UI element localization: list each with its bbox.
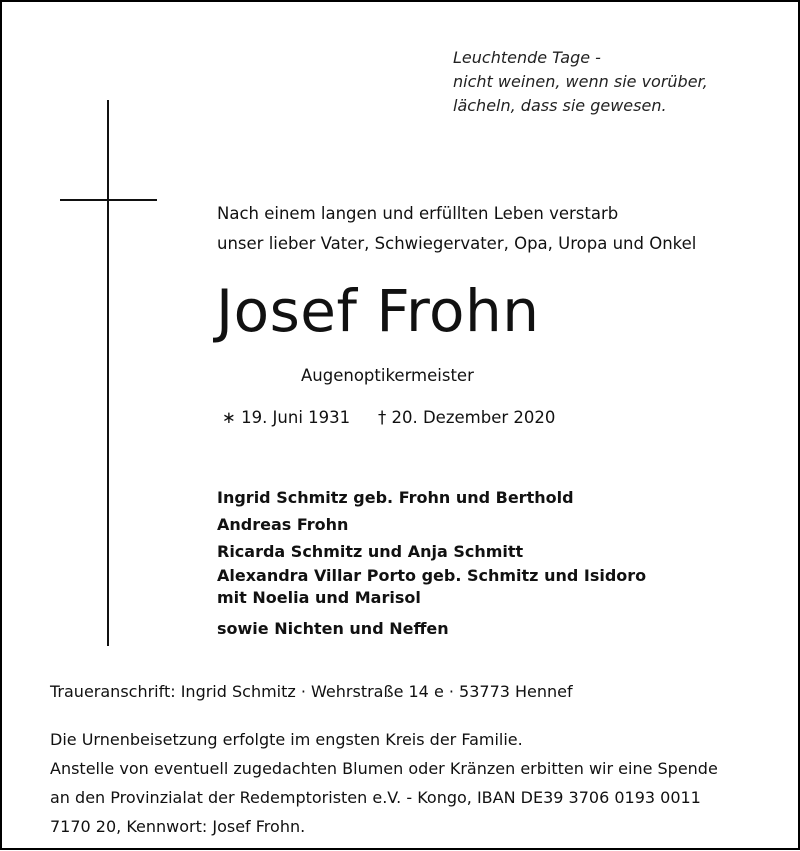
mourners-list bbox=[217, 484, 646, 642]
mourner-5: sowie Nichten und Neffen bbox=[217, 619, 449, 638]
mourner-4-line-1: Alexandra Villar Porto geb. Schmitz und Isidoro bbox=[217, 566, 647, 585]
notice-line-1: Die Urnenbeisetzung erfolgte im engsten Kreis der Familie. bbox=[50, 730, 523, 749]
notice-line-3: an den Provinzialat der Redemptoristen e.V. - Kongo, IBAN DE39 3706 0193 0011 bbox=[50, 788, 701, 807]
intro-line-1: Nach einem langen und erfüllten Leben verstarb bbox=[217, 204, 619, 223]
quote-block bbox=[453, 46, 708, 118]
intro-text bbox=[217, 199, 696, 259]
mourning-address: Traueranschrift: Ingrid Schmitz · Wehrstraße 14 e · 53773 Hennef bbox=[50, 682, 573, 701]
quote-line-1: Leuchtende Tage - bbox=[453, 48, 601, 67]
mourner-3: Ricarda Schmitz und Anja Schmitt bbox=[217, 542, 524, 561]
mourner-1: Ingrid Schmitz geb. Frohn und Berthold bbox=[217, 488, 574, 507]
notice-line-4: 7170 20, Kennwort: Josef Frohn. bbox=[50, 817, 306, 836]
cross-vertical-bar bbox=[107, 100, 109, 646]
notice-text bbox=[50, 725, 718, 841]
cross-horizontal-bar bbox=[60, 199, 157, 201]
notice-line-2: Anstelle von eventuell zugedachten Blumen oder Kränzen erbitten wir eine Spende bbox=[50, 759, 718, 778]
deceased-name: Josef Frohn bbox=[216, 277, 540, 345]
intro-line-2: unser lieber Vater, Schwiegervater, Opa, Uropa und Onkel bbox=[217, 234, 697, 253]
quote-line-3: lächeln, dass sie gewesen. bbox=[453, 96, 667, 115]
birth-date: ∗ 19. Juni 1931 bbox=[222, 408, 351, 427]
quote-line-2: nicht weinen, wenn sie vorüber, bbox=[453, 72, 708, 91]
mourner-2: Andreas Frohn bbox=[217, 515, 349, 534]
death-date: † 20. Dezember 2020 bbox=[378, 408, 556, 427]
mourner-4-line-2: mit Noelia und Marisol bbox=[217, 588, 421, 607]
deceased-profession: Augenoptikermeister bbox=[301, 366, 474, 385]
